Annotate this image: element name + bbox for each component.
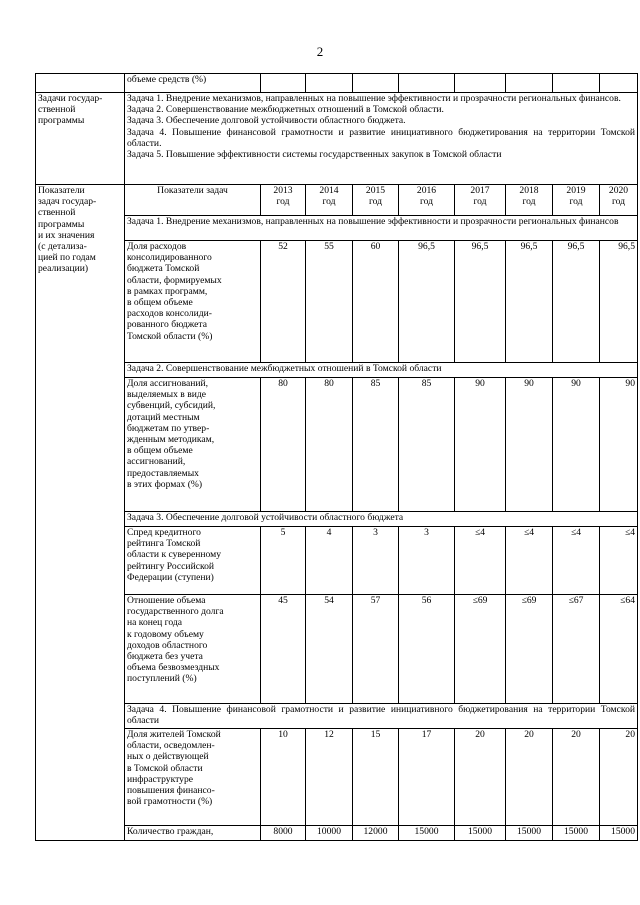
year-header: 2020 год xyxy=(600,185,638,216)
indicator-value: 15000 xyxy=(553,826,600,841)
indicator-value: 15000 xyxy=(600,826,638,841)
indicator-value: 80 xyxy=(306,378,353,512)
year-header: 2015 год xyxy=(353,185,399,216)
task-title-row xyxy=(36,216,638,241)
indicator-name: Спред кредитного рейтинга Томской области к суверенному рейтингу Российской Федерации (ступени) xyxy=(125,527,261,595)
indicator-value: 5 xyxy=(261,527,306,595)
table-row xyxy=(36,826,638,841)
indicator-value: 96,5 xyxy=(455,241,506,363)
indicator-value: 90 xyxy=(455,378,506,512)
indicator-value: 15000 xyxy=(399,826,455,841)
task-1-title: Задача 1. Внедрение механизмов, направленных на повышение эффективности и прозрачности региональных финансов xyxy=(125,216,638,241)
indicator-value: 57 xyxy=(353,595,399,704)
indicator-value: 96,5 xyxy=(600,241,638,363)
table-header-row xyxy=(36,185,638,216)
indicators-column-header: Показатели задач xyxy=(125,185,261,216)
table-row xyxy=(36,595,638,704)
indicator-name: Доля жителей Томской области, осведомлен- ных о действующей в Томской области инфраструктуре повышения финансо- вой грамотности (%) xyxy=(125,729,261,826)
indicator-value: 55 xyxy=(306,241,353,363)
indicator-value: ≤69 xyxy=(455,595,506,704)
indicator-value: ≤69 xyxy=(506,595,553,704)
program-tasks-list xyxy=(125,93,638,185)
program-task-5: Задача 5. Повышение эффективности системы государственных закупок в Томской области xyxy=(127,149,502,161)
year-header: 2014 год xyxy=(306,185,353,216)
indicator-value: 3 xyxy=(399,527,455,595)
program-passport-table xyxy=(35,73,638,841)
indicator-value: 54 xyxy=(306,595,353,704)
indicator-value: 90 xyxy=(553,378,600,512)
indicator-name: Доля расходов консолидированного бюджета Томской области, формируемых в рамках программ, в общем объеме расходов консолиди- рованного бюджета Томской области (%) xyxy=(125,241,261,363)
indicator-value: 15 xyxy=(353,729,399,826)
table-row xyxy=(36,527,638,595)
indicator-name: Количество граждан, xyxy=(125,826,261,841)
indicator-value: 12000 xyxy=(353,826,399,841)
indicator-name: Доля ассигнований, выделяемых в виде субвенций, субсидий, дотаций местным бюджетам по утвер- жденным методикам, в общем объеме ассигнований, предоставляемых в этих формах (%) xyxy=(125,378,261,512)
indicator-value: 80 xyxy=(261,378,306,512)
task-4-title: Задача 4. Повышение финансовой грамотности и развитие инициативного бюджетирования на территории Томской области xyxy=(125,704,638,729)
program-task-4: Задача 4. Повышение финансовой грамотности и развитие инициативного бюджетирования на территории Томской области. xyxy=(127,126,635,149)
year-header: 2013 год xyxy=(261,185,306,216)
task-title-row xyxy=(36,512,638,527)
indicator-value: 8000 xyxy=(261,826,306,841)
year-header: 2016 год xyxy=(399,185,455,216)
indicator-value: 20 xyxy=(506,729,553,826)
program-task-2: Задача 2. Совершенствование межбюджетных отношений в Томской области. xyxy=(127,104,444,116)
table-row xyxy=(36,378,638,512)
indicator-value: 56 xyxy=(399,595,455,704)
top-row-text: объеме средств (%) xyxy=(125,74,261,93)
indicator-value: 4 xyxy=(306,527,353,595)
year-header: 2017 год xyxy=(455,185,506,216)
task-2-title: Задача 2. Совершенствование межбюджетных отношений в Томской области xyxy=(125,363,638,378)
indicator-value: 12 xyxy=(306,729,353,826)
indicator-value: 96,5 xyxy=(506,241,553,363)
indicator-value: ≤4 xyxy=(553,527,600,595)
table-row xyxy=(36,74,638,93)
task-title-row xyxy=(36,363,638,378)
year-header: 2018 год xyxy=(506,185,553,216)
indicator-value: 96,5 xyxy=(553,241,600,363)
indicator-value: 17 xyxy=(399,729,455,826)
indicator-value: ≤4 xyxy=(455,527,506,595)
indicator-value: 96,5 xyxy=(399,241,455,363)
indicator-value: 15000 xyxy=(506,826,553,841)
table-row xyxy=(36,93,638,185)
indicator-value: 90 xyxy=(506,378,553,512)
indicator-value: 45 xyxy=(261,595,306,704)
program-task-3: Задача 3. Обеспечение долговой устойчивости областного бюджета. xyxy=(127,115,406,127)
program-task-1: Задача 1. Внедрение механизмов, направленных на повышение эффективности и прозрачности региональных финансов. xyxy=(127,93,621,104)
indicators-label: Показатели задач государ- ственной программы и их значения (с детализа- цией по годам реализации) xyxy=(36,185,125,841)
indicator-value: 60 xyxy=(353,241,399,363)
indicator-value: 85 xyxy=(353,378,399,512)
table-row xyxy=(36,241,638,363)
task-title-row xyxy=(36,704,638,729)
indicator-value: 20 xyxy=(553,729,600,826)
indicator-name: Отношение объема государственного долга на конец года к годовому объему доходов областного бюджета без учета объема безвозмездных поступлений (%) xyxy=(125,595,261,704)
indicator-value: 20 xyxy=(455,729,506,826)
indicator-value: ≤64 xyxy=(600,595,638,704)
indicator-value: 90 xyxy=(600,378,638,512)
indicator-value: 52 xyxy=(261,241,306,363)
indicator-value: 85 xyxy=(399,378,455,512)
indicator-value: ≤67 xyxy=(553,595,600,704)
indicator-value: 3 xyxy=(353,527,399,595)
page-number: 2 xyxy=(316,44,324,59)
indicator-value: 10000 xyxy=(306,826,353,841)
table-row xyxy=(36,729,638,826)
task-3-title: Задача 3. Обеспечение долговой устойчивости областного бюджета xyxy=(125,512,638,527)
indicator-value: 15000 xyxy=(455,826,506,841)
indicator-value: 10 xyxy=(261,729,306,826)
indicator-value: 20 xyxy=(600,729,638,826)
indicator-value: ≤4 xyxy=(600,527,638,595)
year-header: 2019 год xyxy=(553,185,600,216)
program-tasks-label: Задачи государ- ственной программы xyxy=(36,93,125,185)
indicator-value: ≤4 xyxy=(506,527,553,595)
